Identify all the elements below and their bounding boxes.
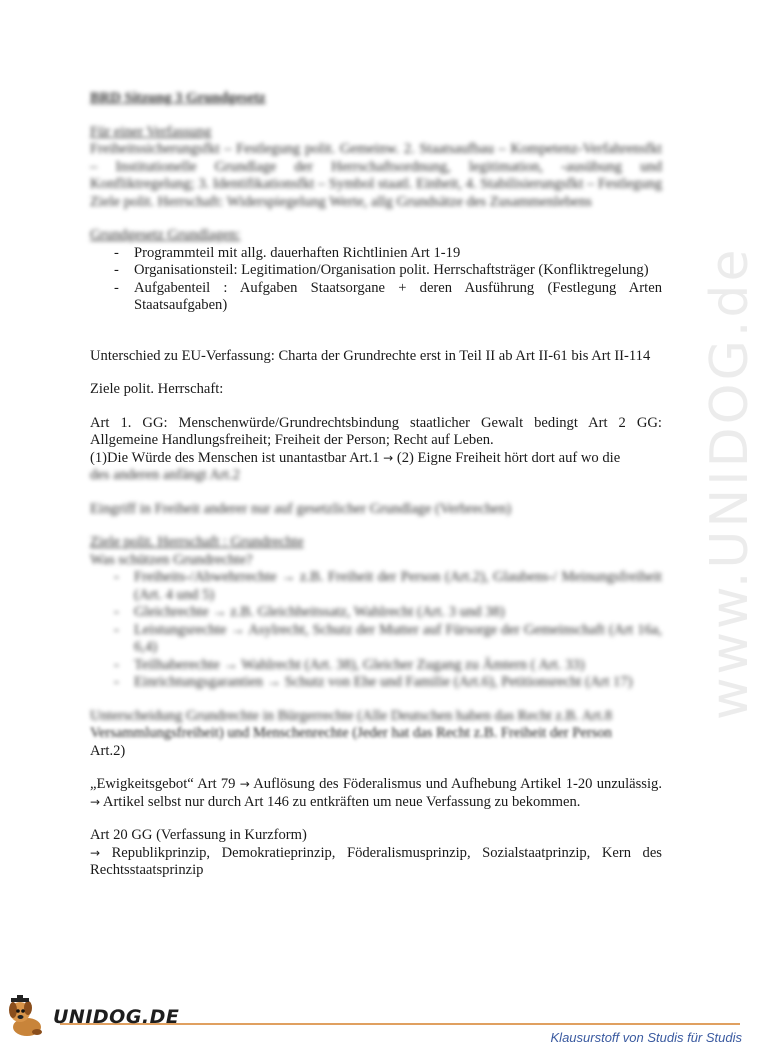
arrow-icon: → (90, 794, 101, 809)
art1-freiheit-text: (2) Eigne Freiheit hört dort auf wo die (396, 449, 621, 466)
logo-text: UNIDOG.DE (53, 1006, 180, 1028)
grundlagen-heading: Grundgesetz Grundlagen: (90, 227, 241, 243)
unterscheidung-line-2: Versammlungsfreiheit) und Menschenrechte (Jeder hat das Recht z.B. Freiheit der Person (90, 725, 612, 741)
art1-wuerde (90, 450, 662, 468)
intro-heading: Für einer Verfassung (90, 123, 212, 140)
arrow-icon: → (90, 845, 101, 860)
footer-slogan: Klausurstoff von Studis für Studis (550, 1030, 742, 1045)
document-title: BRD Sitzung 3 Grundgesetz (90, 90, 266, 106)
unterscheidung-line-3: Art.2) (90, 742, 126, 759)
art20-heading: Art 20 GG (Verfassung in Kurzform) (90, 827, 307, 843)
grundrechte-heading: Ziele polit. Herrschaft : Grundrechte (90, 534, 304, 550)
document-body (90, 90, 662, 880)
unidog-logo[interactable] (5, 992, 179, 1042)
eu-comparison: Unterschied zu EU-Verfassung: Charta der Grundrechte erst in Teil II ab Art II-61 bis Art II-114 (90, 347, 651, 364)
ewigkeit-label: „Ewigkeitsgebot“ Art 79 (90, 776, 236, 792)
art1-wuerde-text: (1)Die Würde des Menschen ist unantastbar Art.1 (90, 449, 380, 466)
art1-paragraph: Art 1. GG: Menschenwürde/Grundrechtsbindung staatlicher Gewalt bedingt Art 2 GG: Allgemeine Handlungsfreiheit; Freiheit der Person; Recht auf Leben. (90, 414, 662, 448)
art1-continuation: des anderen anfängt Art.2 (90, 467, 240, 483)
unterscheidung-line-1: Unterscheidung Grundrechte in Bürgerrechte (Alle Deutschen haben das Recht z.B. Art.8 (90, 707, 613, 724)
list-item: - Organisationsteil: Legitimation/Organisation polit. Herrschaftsträger (Konfliktregelung) (114, 262, 662, 280)
list-item: - Aufgabenteil : Aufgaben Staatsorgane + deren Ausführung (Festlegung Arten Staatsaufgaben) (114, 280, 662, 315)
arrow-icon: → (239, 777, 250, 791)
intro-text: Freiheitssicherungsfkt – Festlegung polit. Gemeinw. 2. Staatsaufbau – Kompetenz-Verfahrensfkt – Institutionelle Grundlage der Herrschaftsordnung, legitimation, -ausübung und Konfliktregelung; 3. Identifikationsfkt – Symbol staatl. Einheit, 4. Stabilisierungsfkt – Festlegung Ziele polit. Herrschaft: Widerspiegelung Werte, allg Grundsätze des Zusammenlebens (90, 141, 662, 210)
list-item: - Freiheits-/Abwehrrechte → z.B. Freiheit der Person (Art.2), Glaubens-/ Meinungsfreiheit (Art. 4 und 5) (114, 569, 662, 604)
grundrechte-question: Was schützen Grundrechte? (90, 551, 253, 568)
ziele-heading: Ziele polit. Herrschaft: (90, 381, 224, 397)
ewigkeit-consequence: Auflösung des Föderalismus und Aufhebung Artikel 1-20 unzulässig. (253, 776, 662, 792)
arrow-icon: → (383, 450, 394, 465)
list-item: - Einrichtungsgarantien → Schutz von Ehe und Familie (Art.6), Petitionsrecht (Art 17) (114, 674, 662, 692)
grundrechte-list (90, 569, 662, 692)
list-item: - Teilhaberechte → Wahlrecht (Art. 38), Gleicher Zugang zu Ämtern ( Art. 33) (114, 657, 662, 675)
grundlagen-list (90, 245, 662, 315)
ewigkeitsgebot (90, 776, 662, 811)
art20-principles (90, 845, 662, 880)
ewigkeit-art146: Artikel selbst nur durch Art 146 zu entkräften um neue Verfassung zu bekommen. (102, 793, 581, 810)
eingriff-text: Eingriff in Freiheit anderer nur auf gesetzlicher Grundlage (Verbrechen) (90, 500, 512, 517)
dog-mascot-icon (5, 994, 51, 1040)
list-item: - Leistungsrechte → Asylrecht, Schutz der Mutter auf Fürsorge der Gemeinschaft (Art 16a, 6,4) (114, 622, 662, 657)
list-item: - Gleichrechte → z.B. Gleichheitssatz, Wahlrecht (Art. 3 und 38) (114, 604, 662, 622)
list-item: - Programmteil mit allg. dauerhaften Richtlinien Art 1-19 (114, 245, 662, 263)
art20-principles-text: Republikprinzip, Demokratieprinzip, Föderalismusprinzip, Sozialstaatprinzip, Kern des Rechtsstaatsprinzip (90, 844, 662, 878)
watermark: www.UNIDOG.de (700, 246, 760, 720)
